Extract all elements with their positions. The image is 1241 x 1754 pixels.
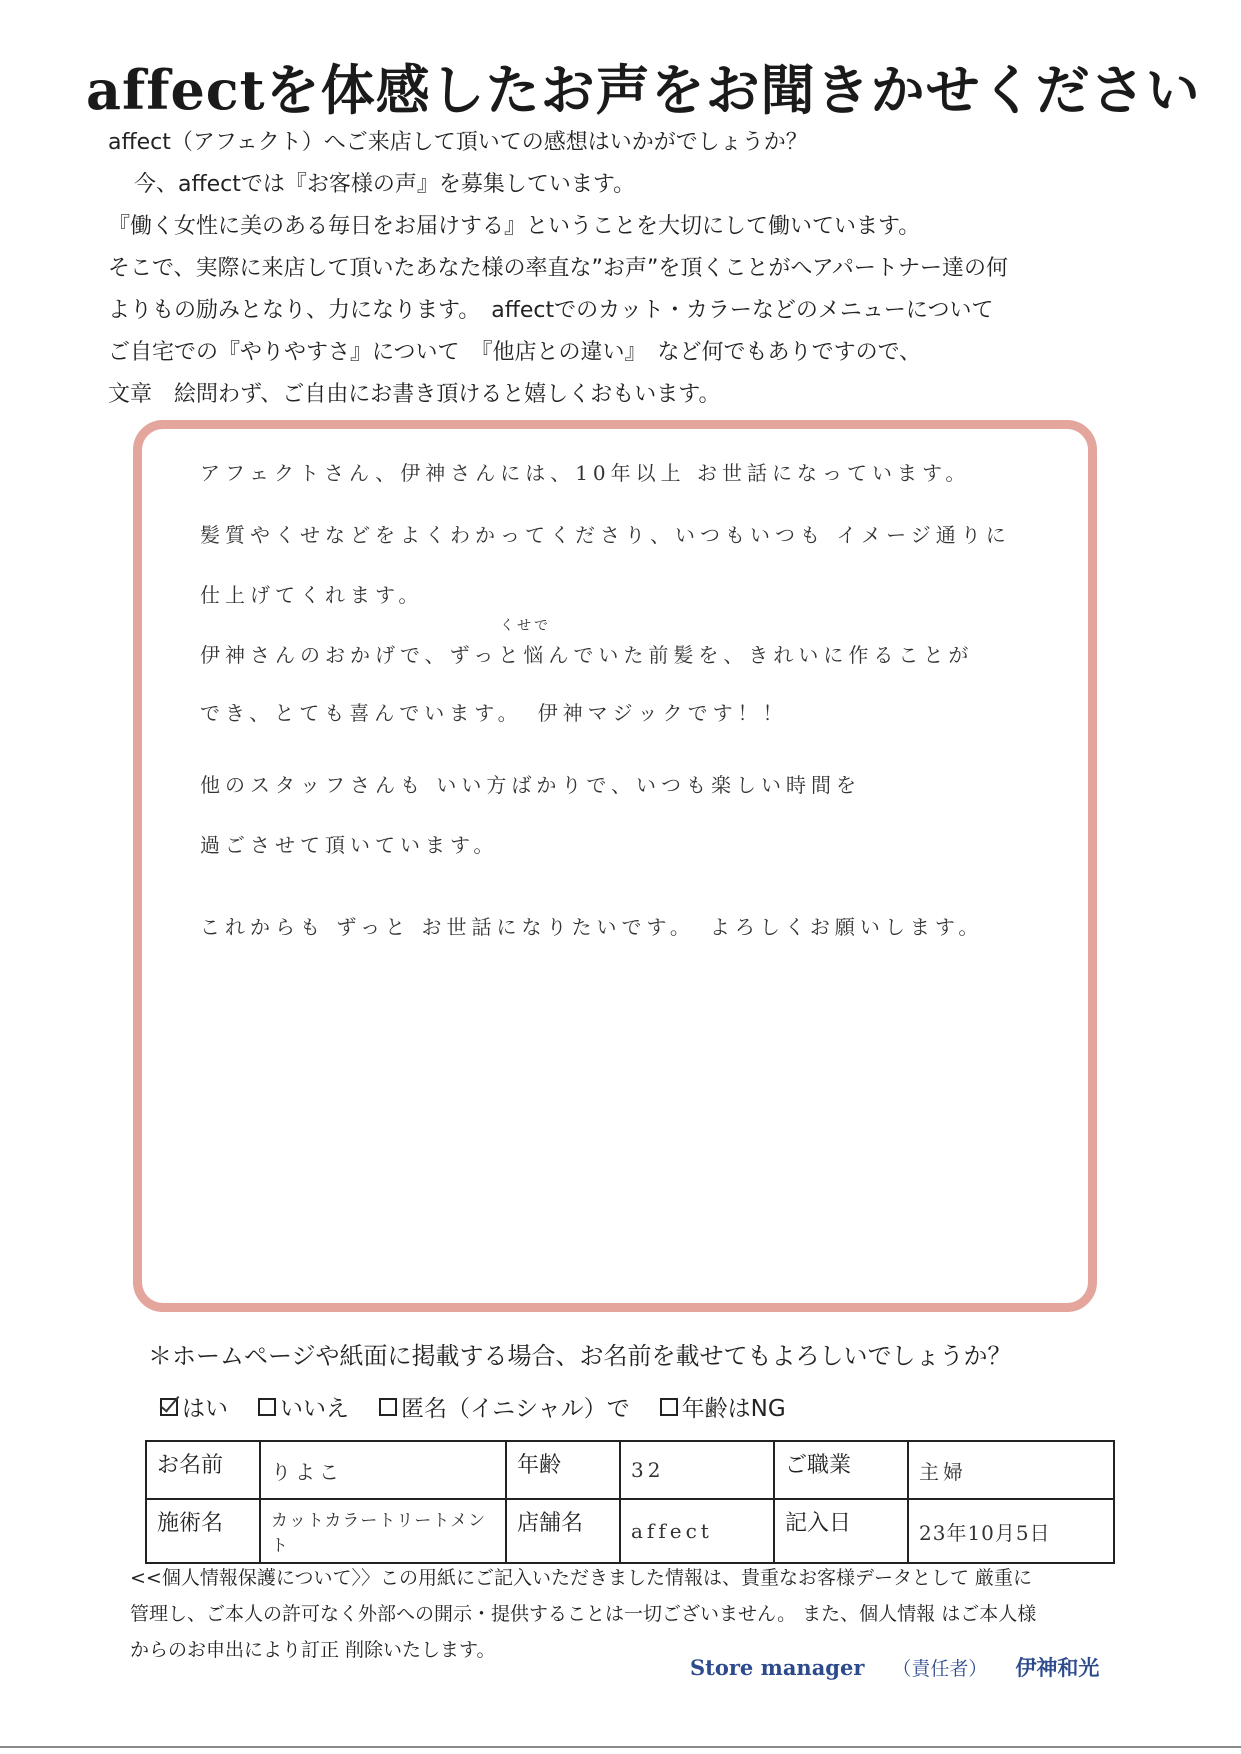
- comment-line: 仕上げてくれます。: [200, 583, 424, 607]
- intro-line: 文章 絵問わず、ご自由にお書き頂けると嬉しくおもいます。: [108, 382, 721, 407]
- table-row: [146, 1441, 1114, 1499]
- option-yes[interactable]: [160, 1390, 228, 1423]
- store-label: 店舗名: [506, 1499, 620, 1563]
- comment-line: これからも ずっと お世話になりたいです。 よろしくお願いします。: [200, 915, 984, 939]
- checkbox-anonymous[interactable]: [379, 1398, 397, 1416]
- menu-value[interactable]: カットカラートリートメント: [260, 1499, 506, 1563]
- date-label: 記入日: [774, 1499, 908, 1563]
- manager-name: 伊神和光: [1015, 1655, 1100, 1680]
- customer-info-table: [145, 1440, 1115, 1564]
- publish-options: [160, 1390, 786, 1423]
- comment-line: 過ごさせて頂いています。: [200, 833, 499, 857]
- store-manager: [690, 1652, 1127, 1682]
- intro-line: そこで、実際に来店して頂いたあなた様の率直な”お声”を頂くことがへアパートナー達の何: [108, 256, 1008, 281]
- checkbox-no[interactable]: [258, 1398, 276, 1416]
- comment-box: [133, 420, 1097, 1312]
- page-title: affectを体感したお声をお聞きかせください: [86, 58, 1201, 122]
- intro-line: affect（アフェクト）へご来店して頂いての感想はいかがでしょうか？: [108, 130, 808, 155]
- job-label: ご職業: [774, 1441, 908, 1499]
- intro-line: よりもの励みとなり、力になります。 affectでのカット・カラーなどのメニューについて: [108, 298, 994, 323]
- name-label: お名前: [146, 1441, 260, 1499]
- job-value[interactable]: 主婦: [908, 1441, 1114, 1499]
- checkbox-yes[interactable]: [160, 1398, 178, 1416]
- comment-line: アフェクトさん、伊神さんには、10年以上 お世話になっています。: [200, 461, 971, 485]
- option-no[interactable]: [258, 1390, 349, 1423]
- intro-line: 『働く女性に美のある毎日をお届けする』ということを大切にして働いています。: [108, 214, 921, 239]
- store-value[interactable]: affect: [620, 1499, 774, 1563]
- comment-line: でき、とても喜んでいます。 伊神マジックです！！: [200, 701, 788, 725]
- option-age-ng[interactable]: [660, 1390, 786, 1423]
- privacy-line: <<個人情報保護について〉〉この用紙にご記入いただきました情報は、貴重なお客様データとして 厳重に: [130, 1567, 1033, 1589]
- option-yes-label: はい: [182, 1396, 228, 1422]
- comment-insertion: くせで: [500, 618, 551, 634]
- manager-role: （責任者）: [892, 1658, 988, 1680]
- name-value[interactable]: りよこ: [260, 1441, 506, 1499]
- manager-title: Store manager: [690, 1655, 865, 1680]
- menu-label: 施術名: [146, 1499, 260, 1563]
- scan-edge-line: [0, 1746, 1241, 1748]
- option-anonymous-label: 匿名（イニシャル）で: [401, 1396, 630, 1422]
- checkbox-age-ng[interactable]: [660, 1398, 678, 1416]
- option-no-label: いいえ: [280, 1396, 349, 1422]
- option-anonymous[interactable]: [379, 1390, 630, 1423]
- date-value[interactable]: 23年10月5日: [908, 1499, 1114, 1563]
- intro-line: 今、affectでは『お客様の声』を募集しています。: [134, 172, 636, 197]
- publish-question: ＊ホームページや紙面に掲載する場合、お名前を載せてもよろしいでしょうか？: [148, 1342, 1012, 1370]
- privacy-line: からのお申出により訂正 削除いたします。: [130, 1639, 496, 1661]
- intro-line: ご自宅での『やりやすさ』について 『他店との違い』 など何でもありですので、: [108, 340, 922, 365]
- comment-line: 髪質やくせなどをよくわかってくださり、いつもいつも イメージ通りに: [200, 523, 1011, 547]
- age-value[interactable]: 32: [620, 1441, 774, 1499]
- option-age-ng-label: 年齢はNG: [681, 1396, 786, 1422]
- comment-line: 伊神さんのおかげで、ずっと悩んでいた前髪を、きれいに作ることが: [200, 643, 974, 667]
- age-label: 年齢: [506, 1441, 620, 1499]
- table-row: [146, 1499, 1114, 1563]
- comment-line: 他のスタッフさんも いい方ばかりで、いつも楽しい時間を: [200, 773, 861, 797]
- intro-text: [108, 122, 1138, 416]
- privacy-line: 管理し、ご本人の許可なく外部への開示・提供することは一切ございません。 また、個人情報 はご本人様: [130, 1603, 1037, 1625]
